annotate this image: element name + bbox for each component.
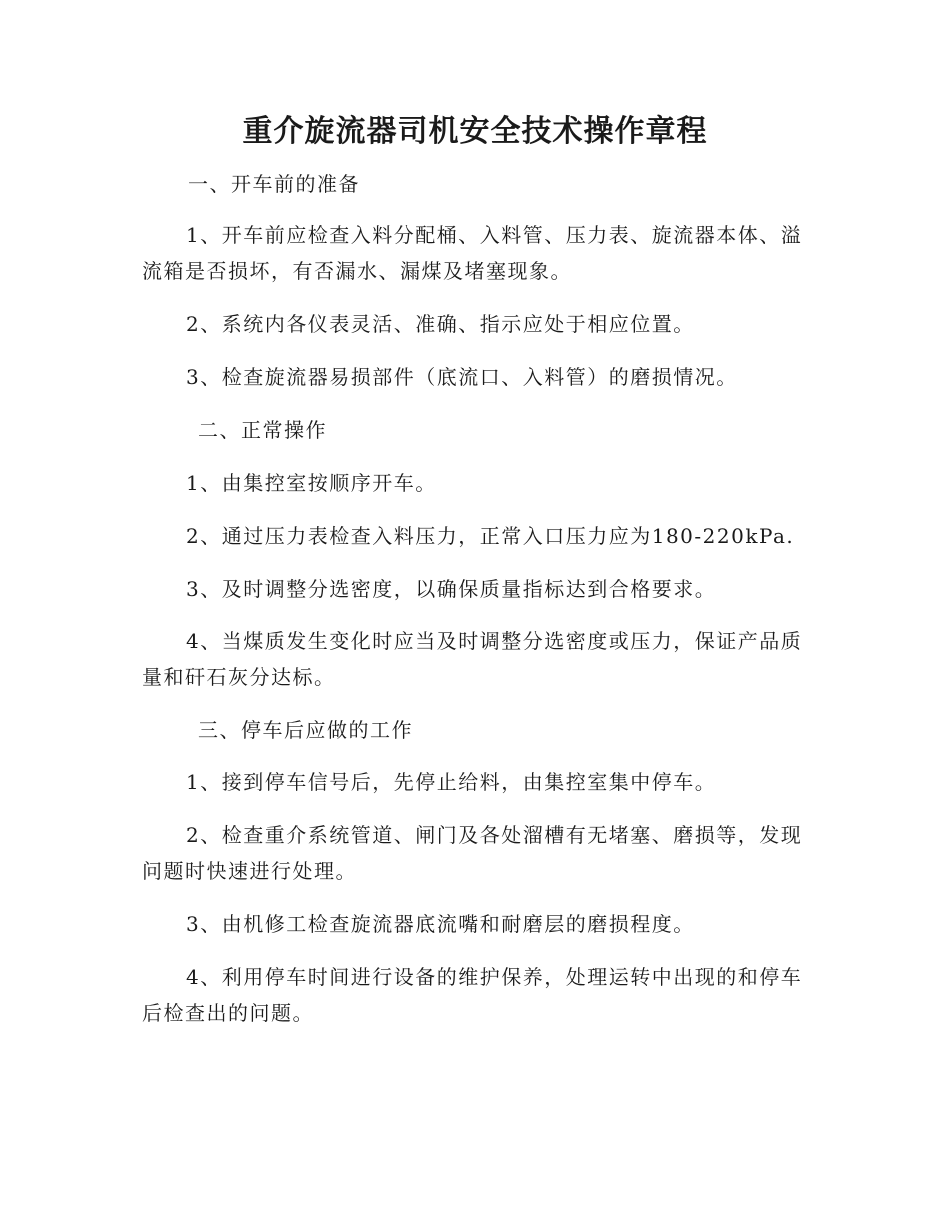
- paragraph-item: 3、检查旋流器易损部件（底流口、入料管）的磨损情况。: [186, 365, 738, 389]
- section-heading-after-stop: 三、停车后应做的工作: [198, 718, 413, 742]
- paragraph-item: 3、及时调整分选密度，以确保质量指标达到合格要求。: [186, 577, 717, 601]
- paragraph-item: 3、由机修工检查旋流器底流嘴和耐磨层的磨损程度。: [186, 912, 695, 936]
- paragraph-item: 4、当煤质发生变化时应当及时调整分选密度或压力，保证产品质量和矸石灰分达标。: [142, 629, 803, 689]
- paragraph-item: 4、利用停车时间进行设备的维护保养，处理运转中出现的和停车后检查出的问题。: [142, 965, 803, 1025]
- paragraph-item: 2、检查重介系统管道、闸门及各处溜槽有无堵塞、磨损等，发现问题时快速进行处理。: [142, 823, 803, 883]
- paragraph-item: 1、由集控室按顺序开车。: [186, 471, 437, 495]
- paragraph-item: 1、开车前应检查入料分配桶、入料管、压力表、旋流器本体、溢流箱是否损坏，有否漏水、漏煤及堵塞现象。: [142, 223, 803, 283]
- paragraph-item: 2、通过压力表检查入料压力，正常入口压力应为180-220kPa.: [186, 524, 795, 548]
- section-heading-before-start: 一、开车前的准备: [188, 172, 360, 196]
- section-heading-normal-operation: 二、正常操作: [198, 418, 327, 442]
- page-title: 重介旋流器司机安全技术操作章程: [242, 114, 708, 149]
- paragraph-item: 2、系统内各仪表灵活、准确、指示应处于相应位置。: [186, 312, 695, 336]
- paragraph-item: 1、接到停车信号后，先停止给料，由集控室集中停车。: [186, 770, 717, 794]
